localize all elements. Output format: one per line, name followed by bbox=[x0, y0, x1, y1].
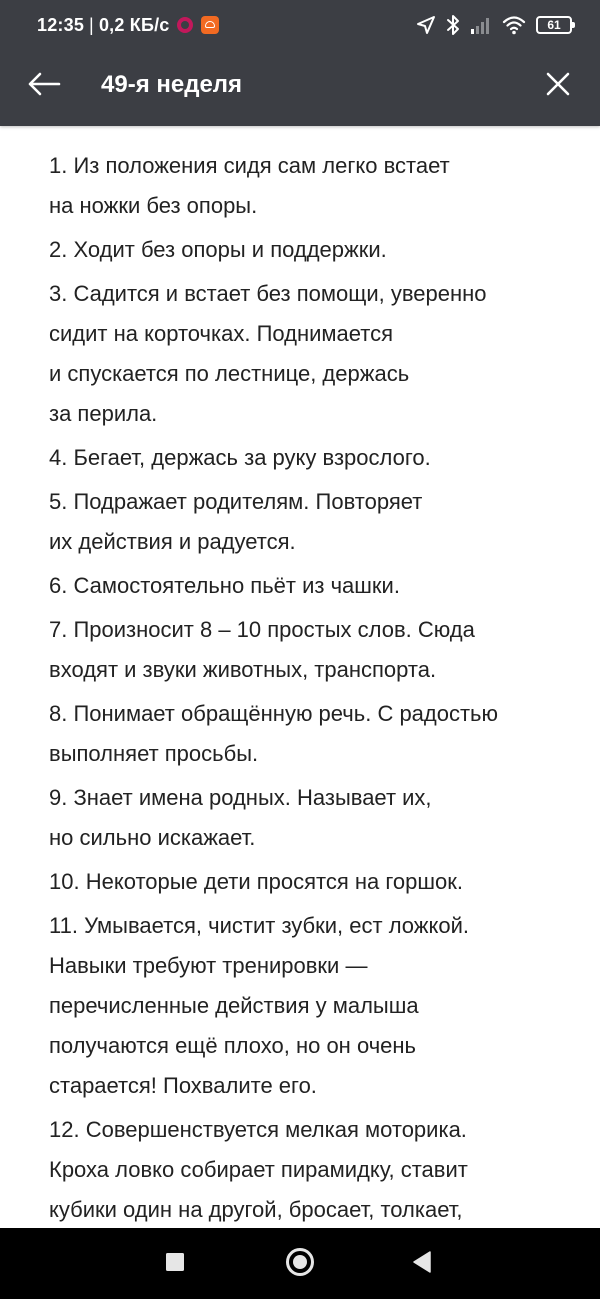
milestones-list bbox=[0, 126, 600, 1228]
list-item: 12. Совершенствуется мелкая моторика. Кроха ловко собирает пирамидку, ставит кубики один на другой, бросает, толкает, bbox=[49, 1117, 468, 1222]
top-bar bbox=[0, 0, 600, 126]
content-scroll-area[interactable] bbox=[0, 126, 600, 1228]
app-bar bbox=[0, 50, 600, 126]
list-item: 1. Из положения сидя сам легко встает на ножки без опоры. bbox=[49, 153, 450, 218]
battery-indicator: 61 bbox=[536, 16, 572, 34]
square-icon bbox=[165, 1252, 185, 1277]
bluetooth-icon bbox=[446, 14, 460, 36]
status-bar bbox=[0, 0, 600, 50]
status-left bbox=[37, 13, 219, 37]
list-item: 6. Самостоятельно пьёт из чашки. bbox=[49, 573, 400, 598]
arrow-left-icon bbox=[27, 71, 61, 102]
signal-icon bbox=[470, 15, 492, 35]
navigation-bar bbox=[0, 1228, 600, 1299]
list-item: 11. Умывается, чистит зубки, ест ложкой. Навыки требуют тренировки — перечисленные действия у малыша получаются ещё плохо, но он очень старается! Похвалите его. bbox=[49, 913, 469, 1098]
close-button[interactable] bbox=[536, 64, 580, 108]
status-right bbox=[416, 12, 572, 38]
list-item: 3. Садится и встает без помощи, уверенно сидит на корточках. Поднимается и спускается по лестнице, держась за перила. bbox=[49, 281, 487, 426]
list-item: 2. Ходит без опоры и поддержки. bbox=[49, 237, 387, 262]
status-data-speed: 0,2 КБ/с bbox=[98, 14, 170, 35]
close-icon bbox=[546, 72, 570, 101]
status-time: 12:35 bbox=[37, 14, 85, 35]
list-item: 10. Некоторые дети просятся на горшок. bbox=[49, 869, 464, 894]
list-item: 5. Подражает родителям. Повторяет их действия и радуется. bbox=[49, 489, 423, 554]
list-item: 7. Произносит 8 – 10 простых слов. Сюда входят и звуки животных, транспорта. bbox=[49, 617, 475, 682]
home-button[interactable] bbox=[276, 1240, 324, 1288]
app-notification-icon-2 bbox=[201, 16, 219, 34]
recents-button[interactable] bbox=[151, 1240, 199, 1288]
status-separator: | bbox=[89, 14, 94, 35]
triangle-back-icon bbox=[412, 1251, 432, 1278]
list-item: 8. Понимает обращённую речь. С радостью выполняет просьбы. bbox=[49, 701, 499, 766]
system-back-button[interactable] bbox=[398, 1240, 446, 1288]
app-notification-icon bbox=[177, 17, 193, 33]
page-title: 49-я неделя bbox=[101, 71, 243, 98]
back-button[interactable] bbox=[22, 66, 66, 106]
wifi-icon bbox=[502, 15, 526, 35]
list-item: 9. Знает имена родных. Называет их, но сильно искажает. bbox=[49, 785, 432, 850]
list-item: 4. Бегает, держась за руку взрослого. bbox=[49, 445, 431, 470]
circle-icon bbox=[285, 1247, 315, 1282]
location-icon bbox=[416, 15, 436, 35]
